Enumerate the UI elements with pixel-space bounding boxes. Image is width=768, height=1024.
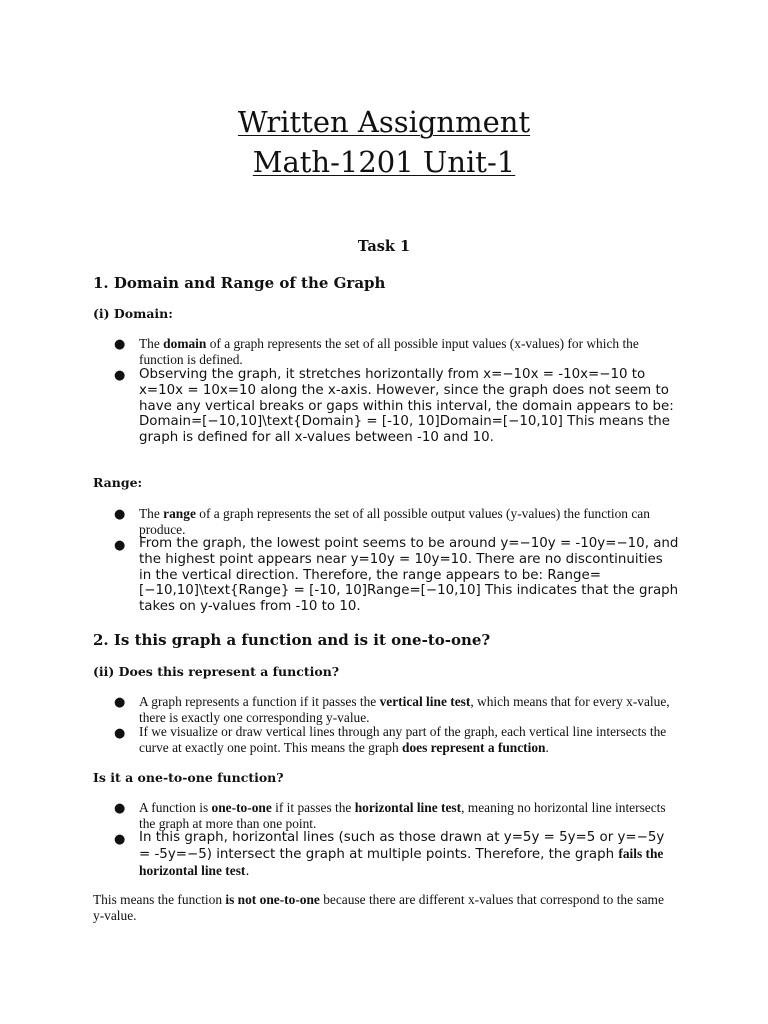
function-heading: (ii) Does this represent a function? — [93, 664, 340, 679]
domain-heading: (i) Domain: — [93, 306, 173, 321]
one-to-one-bullet-1: A function is one-to-one if it passes the horizontal line test, meaning no horizontal line intersects the graph at more than one point. — [139, 800, 666, 831]
bullet-icon: ● — [114, 538, 126, 553]
task-heading: Task 1 — [357, 238, 411, 255]
range-heading: Range: — [93, 475, 143, 490]
function-bullet-2: If we visualize or draw vertical lines through any part of the graph, each vertical line intersects the curve at exactly one point. This means the graph does represent a function. — [139, 724, 667, 755]
one-to-one-bullet-2: In this graph, horizontal lines (such as those drawn at y=5y = 5y=5 or y=−5y = -5y=−5) intersect the graph at multiple points. Therefore, the graph fails the horizontal line test. — [139, 830, 665, 879]
bullet-icon: ● — [114, 507, 126, 522]
title-line-1: Written Assignment — [237, 105, 531, 139]
function-bullet-1: A graph represents a function if it passes the vertical line test, which means that for every x-value, there is exactly one corresponding y-value. — [139, 694, 670, 725]
section-2-heading: 2. Is this graph a function and is it one-to-one? — [93, 631, 491, 649]
one-to-one-heading: Is it a one-to-one function? — [93, 770, 284, 785]
bullet-icon: ● — [114, 801, 126, 816]
range-bullet-2: From the graph, the lowest point seems to be around y=−10y = -10y=−10, and the highest point appears near y=10y = 10y=10. There are no discontinuities in the vertical direction. Therefore, the range appears to be: Range=[−10,10]\text{Range} = [-10, 10]Range=[−10,10] This indicates that the graph takes on y-values from -10 to 10. — [139, 536, 679, 615]
conclusion-paragraph: This means the function is not one-to-one because there are different x-values that correspond to the same y-value. — [93, 892, 664, 923]
bullet-icon: ● — [114, 695, 126, 710]
domain-bullet-2: Observing the graph, it stretches horizontally from x=−10x = -10x=−10 to x=10x = 10x=10 along the x-axis. However, since the graph does not seem to have any vertical breaks or gaps within this interval, the domain appears to be: Domain=[−10,10]\text{Domain} = [-10, 10]Domain=[−10,10] This means the graph is defined for all x-values between -10 and 10. — [139, 367, 674, 446]
document-title — [0, 102, 768, 182]
bullet-icon: ● — [114, 832, 126, 847]
range-bullet-1: The range of a graph represents the set of all possible output values (y-values) the function can produce. — [139, 506, 650, 537]
section-1-heading: 1. Domain and Range of the Graph — [93, 274, 386, 292]
bullet-icon: ● — [114, 337, 126, 352]
title-line-2: Math-1201 Unit-1 — [252, 145, 516, 179]
bullet-icon: ● — [114, 368, 126, 383]
domain-bullet-1: The domain of a graph represents the set of all possible input values (x-values) for which the function is defined. — [139, 336, 639, 367]
bullet-icon: ● — [114, 726, 126, 741]
